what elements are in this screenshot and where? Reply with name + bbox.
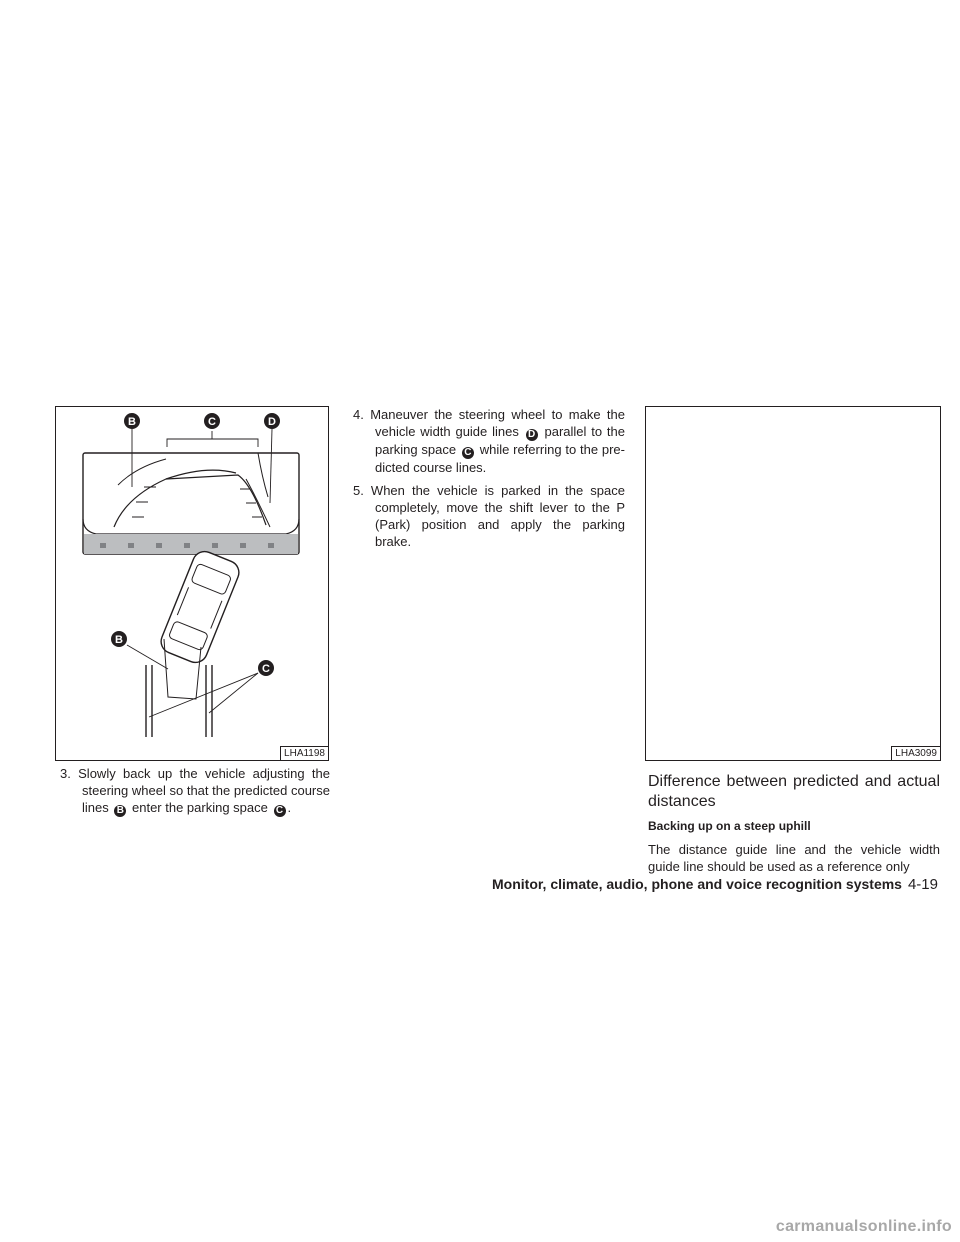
callout-marker-d: D xyxy=(526,429,538,441)
step-text: When the vehicle is parked in the space completely, move the shift lever to the P (Park) position and apply the parking brake. xyxy=(370,483,625,549)
column-middle xyxy=(353,406,625,556)
figure-id-label: LHA1198 xyxy=(280,746,328,760)
callout-c-top xyxy=(204,413,220,429)
svg-text:B: B xyxy=(128,416,136,428)
step-number: 5. xyxy=(353,483,364,498)
callout-b-top xyxy=(124,413,140,429)
callout-b-bottom xyxy=(111,631,127,647)
figure-id-label: LHA3099 xyxy=(891,746,940,760)
step-text: parallel to the parking space xyxy=(375,424,625,457)
column-left xyxy=(60,765,330,823)
step-5 xyxy=(353,482,625,550)
callout-marker-b: B xyxy=(114,805,126,817)
section-subheading: Backing up on a steep uphill xyxy=(648,819,811,833)
svg-text:C: C xyxy=(262,663,270,675)
column-right xyxy=(648,772,940,875)
watermark: carmanualsonline.info xyxy=(775,1218,952,1235)
step-number: 4. xyxy=(353,407,364,422)
section-paragraph: The distance guide line and the vehicle width guide line should be used as a reference only xyxy=(648,842,940,874)
svg-text:C: C xyxy=(208,416,216,428)
step-3 xyxy=(60,765,330,817)
figure-lha3099 xyxy=(645,406,941,761)
step-text: Slowly back up the vehicle adjusting the steering wheel so that the predicted course lines xyxy=(78,766,330,815)
step-text: . xyxy=(287,800,292,815)
callout-d-top xyxy=(264,413,280,429)
step-text: enter the parking space xyxy=(132,800,268,815)
rear-view-parking-illustration xyxy=(56,407,330,762)
section-heading: Difference between predicted and actual distances xyxy=(648,773,940,810)
callout-marker-c: C xyxy=(274,805,286,817)
callout-marker-c: C xyxy=(462,447,474,459)
chapter-title: Monitor, climate, audio, phone and voice recognition systems xyxy=(492,876,902,892)
svg-text:B: B xyxy=(115,634,123,646)
callout-c-bottom xyxy=(258,660,274,676)
step-number: 3. xyxy=(60,766,71,781)
step-text: Maneuver the steering wheel to make the vehicle width guide lines xyxy=(370,407,625,439)
page-number: 4-19 xyxy=(907,876,938,893)
car-top-view-icon xyxy=(158,548,243,666)
step-4 xyxy=(353,406,625,476)
step-text: while referring to the pre-dicted course lines. xyxy=(375,442,625,475)
figure-lha1198 xyxy=(55,406,329,761)
page-footer xyxy=(492,876,938,893)
svg-text:D: D xyxy=(268,416,276,428)
